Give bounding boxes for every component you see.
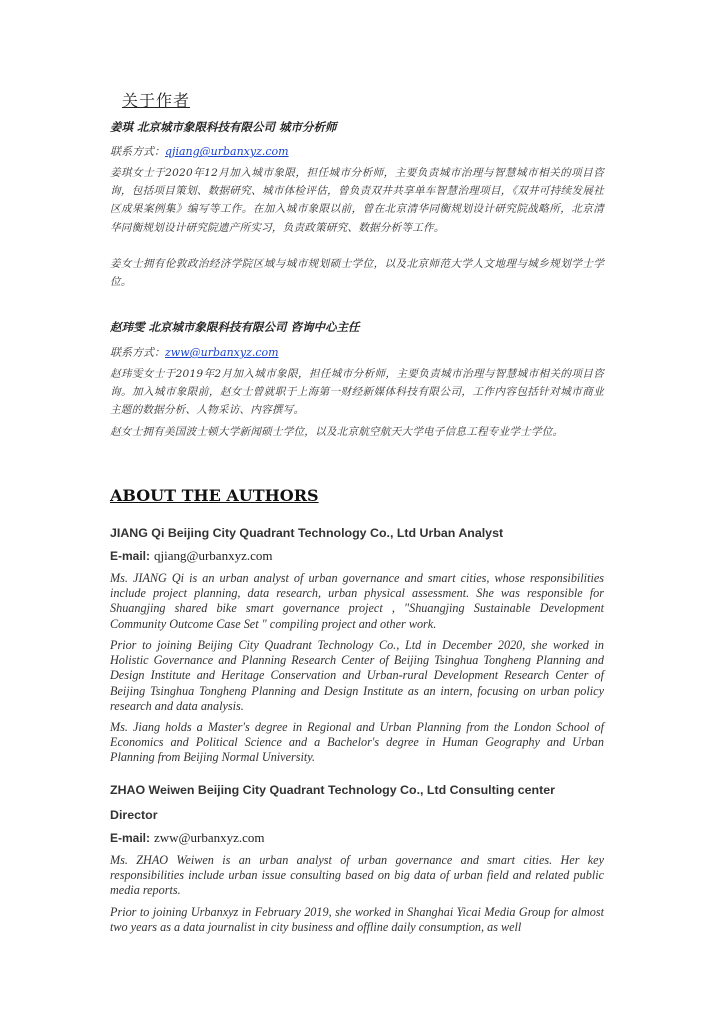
en-author2-prior-work: Prior to joining Urbanxyz in February 2019, she worked in Shanghai Yicai Media Group for almost two years as a data journalist in city business and offline daily consumption, as well: [110, 905, 604, 935]
en-author2-bio: Ms. ZHAO Weiwen is an urban analyst of urban governance and smart cities. Her key responsibilities include urban issue consulting based on big data of urban field and related public media reports.: [110, 853, 604, 898]
cn-author1-bio: 姜琪女士于2020年12月加入城市象限，担任城市分析师，主要负责城市治理与智慧城市相关的项目咨询，包括项目策划、数据研究、城市体检评估，曾负责双井共享单车智慧治理项目，《双井可持续发展社区成果案例集》编写等工作。在加入城市象限以前，曾在北京清华同衡规划设计研究院战略所，北京清华同衡规划设计研究院遗产所实习，负责政策研究、数据分析等工作。: [110, 167, 604, 234]
en-author1-name: JIANG Qi Beijing City Quadrant Technology Co., Ltd Urban Analyst: [110, 526, 504, 540]
email-label: E-mail:: [110, 549, 151, 563]
cn-author1-email-link[interactable]: qjiang@urbanxyz.com: [165, 145, 289, 158]
en-author1-prior-work: Prior to joining Beijing City Quadrant Technology Co., Ltd in December 2020, she worked in Holistic Governance and Planning Research Center of Beijing Tsinghua Tongheng Planning and Design Institute and Heritage Conservation and Urban-rural Development Research Center of Beijing Tsinghua Tongheng Planning and Design Institute as an intern, focusing on urban policy research and data analysis.: [110, 638, 604, 713]
en-author2-name-line2: Director: [110, 808, 158, 822]
cn-author1-contact: [110, 143, 289, 159]
en-section-heading: ABOUT THE AUTHORS: [110, 486, 319, 505]
en-author1-education: Ms. Jiang holds a Master's degree in Regional and Urban Planning from the London School of Economics and Political Science and a Bachelor's degree in Human Geography and Urban Planning from Beijing Normal University.: [110, 720, 604, 765]
cn-author1-education: 姜女士拥有伦敦政治经济学院区域与城市规划硕士学位，以及北京师范大学人文地理与城乡规划学士学位。: [110, 258, 604, 289]
cn-author2-name: 赵玮雯 北京城市象限科技有限公司 咨询中心主任: [110, 320, 360, 334]
en-author2-email-row: [110, 830, 265, 846]
cn-author2-email-link[interactable]: zww@urbanxyz.com: [165, 346, 279, 359]
cn-section-heading: 关于作者: [122, 91, 191, 110]
cn-author2-contact: [110, 344, 279, 360]
cn-contact-label: 联系方式：: [110, 145, 165, 158]
en-author1-bio: Ms. JIANG Qi is an urban analyst of urban governance and smart cities, whose responsibilities include project planning, data research, urban physical assessment. She was responsible for Shuangjing shared bike smart governance project , "Shuangjing Sustainable Development Community Outcome Case Set " compiling project and other work.: [110, 571, 604, 631]
cn-contact-label: 联系方式：: [110, 346, 165, 359]
cn-author1-name: 姜琪 北京城市象限科技有限公司 城市分析师: [110, 120, 337, 134]
en-author2-email[interactable]: zww@urbanxyz.com: [154, 830, 265, 845]
en-author1-email[interactable]: qjiang@urbanxyz.com: [154, 548, 273, 563]
cn-author2-bio: 赵玮雯女士于2019年2月加入城市象限，担任城市分析师，主要负责城市治理与智慧城市相关的项目咨询。加入城市象限前，赵女士曾就职于上海第一财经新媒体科技有限公司，工作内容包括针对城市商业主题的数据分析、人物采访、内容撰写。: [110, 368, 604, 417]
en-author1-email-row: [110, 548, 272, 564]
email-label: E-mail:: [110, 831, 151, 845]
cn-author2-education: 赵女士拥有美国波士顿大学新闻硕士学位，以及北京航空航天大学电子信息工程专业学士学位。: [110, 426, 564, 438]
en-author2-name-line1: ZHAO Weiwen Beijing City Quadrant Technology Co., Ltd Consulting center: [110, 783, 555, 797]
